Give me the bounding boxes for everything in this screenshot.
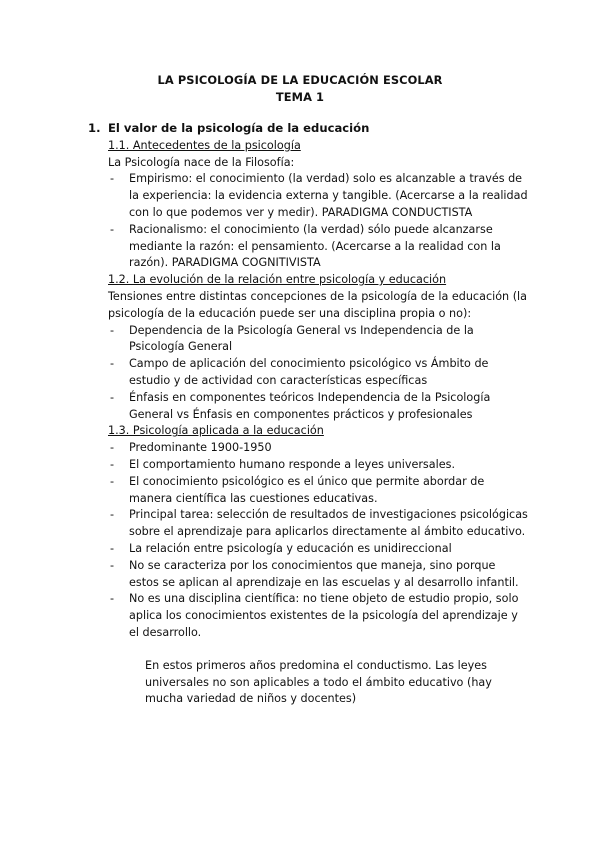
- list-item: - Principal tarea: selección de resultados de investigaciones psicológicas sobre el aprendizaje para aplicarlos directamente al ámbito educativo.: [129, 507, 528, 541]
- list-item: - Énfasis en componentes teóricos Independencia de la Psicología General vs Énfasis en componentes prácticos y profesionales: [129, 390, 528, 424]
- list-item: - Campo de aplicación del conocimiento psicológico vs Ámbito de estudio y de actividad con características específicas: [129, 356, 528, 390]
- document-subtitle: TEMA 1: [275, 90, 325, 104]
- list-item: - Racionalismo: el conocimiento (la verdad) sólo puede alcanzarse mediante la razón: el pensamiento. (Acercarse a la realidad con la razón). PARADIGMA COGNITIVISTA: [129, 222, 528, 272]
- list-item: - Predominante 1900-1950: [129, 440, 528, 457]
- bullet-list-1-3: [129, 440, 528, 642]
- subsection-heading-1-2: 1.2. La evolución de la relación entre psicología y educación: [108, 273, 447, 287]
- list-item: - El conocimiento psicológico es el único que permite abordar de manera científica las cuestiones educativas.: [129, 474, 528, 508]
- subsection-intro-1-2: Tensiones entre distintas concepciones de la psicología de la educación (la psicología de la educación puede ser una disciplina propia o no):: [108, 289, 528, 320]
- document-title: LA PSICOLOGÍA DE LA EDUCACIÓN ESCOLAR: [157, 73, 443, 87]
- bullet-list-1-2: [129, 323, 528, 424]
- section-title: El valor de la psicología de la educación: [108, 121, 370, 135]
- list-item: - Empirismo: el conocimiento (la verdad) solo es alcanzable a través de la experiencia: la evidencia externa y tangible. (Acercarse a la realidad con lo que podemos ver y medir). PARADIGMA CONDUCTISTA: [129, 171, 528, 221]
- subsection-heading-1-3: 1.3. Psicología aplicada a la educación: [108, 424, 324, 438]
- closing-note: En estos primeros años predomina el conductismo. Las leyes universales no son aplicables a todo el ámbito educativo (hay mucha variedad de niños y docentes): [145, 658, 492, 706]
- list-item: - La relación entre psicología y educación es unidireccional: [129, 541, 528, 558]
- list-item: - No se caracteriza por los conocimientos que maneja, sino porque estos se aplican al aprendizaje en las escuelas y al desarrollo infantil.: [129, 558, 528, 592]
- list-item: - Dependencia de la Psicología General vs Independencia de la Psicología General: [129, 323, 528, 357]
- list-item: - El comportamiento humano responde a leyes universales.: [129, 457, 528, 474]
- section-number: 1.: [88, 121, 101, 135]
- subsection-heading-1-1: 1.1. Antecedentes de la psicología: [108, 138, 301, 152]
- section-heading: [88, 120, 528, 137]
- document-body: [88, 120, 528, 708]
- bullet-list-1-1: [129, 171, 528, 272]
- subsection-intro-1-1: La Psicología nace de la Filosofía:: [108, 155, 295, 169]
- list-item: - No es una disciplina científica: no tiene objeto de estudio propio, solo aplica los conocimientos existentes de la psicología del aprendizaje y el desarrollo.: [129, 591, 528, 641]
